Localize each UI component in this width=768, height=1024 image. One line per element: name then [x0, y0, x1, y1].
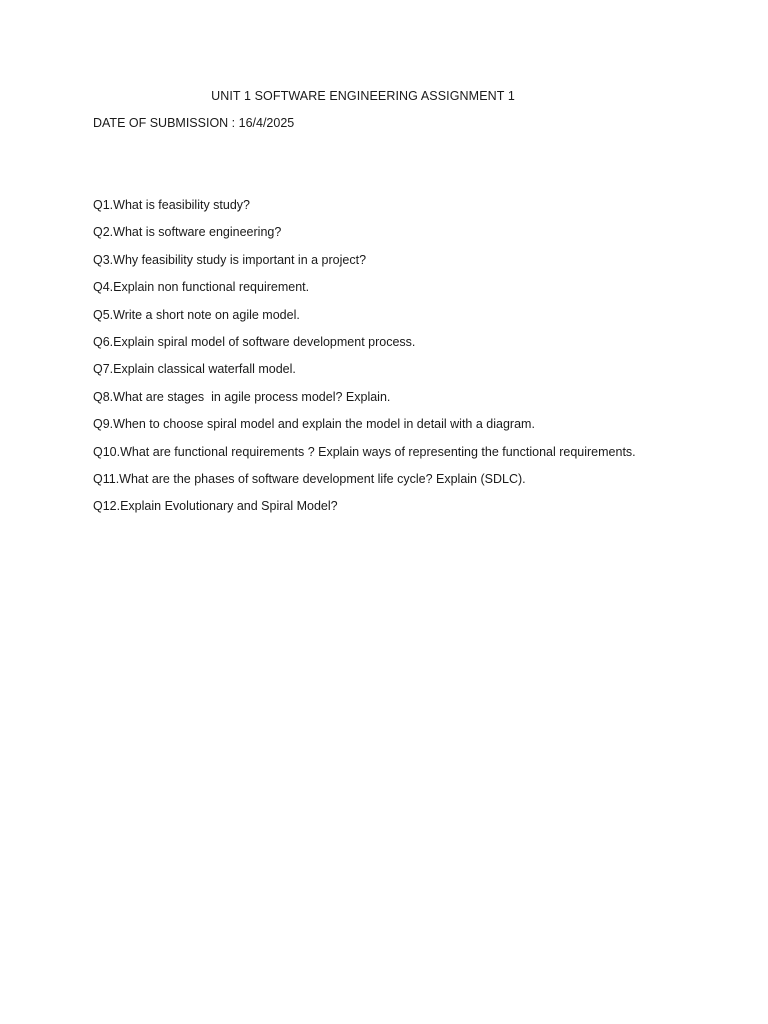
- submission-date: DATE OF SUBMISSION : 16/4/2025: [93, 116, 295, 130]
- question-item: Q6.Explain spiral model of software development process.: [93, 334, 416, 349]
- document-title: UNIT 1 SOFTWARE ENGINEERING ASSIGNMENT 1: [211, 89, 515, 103]
- question-item: Q5.Write a short note on agile model.: [93, 307, 300, 322]
- question-item: Q8.What are stages in agile process model? Explain.: [93, 389, 391, 404]
- question-item: Q10.What are functional requirements ? Explain ways of representing the functional requirements.: [93, 444, 636, 459]
- question-item: Q11.What are the phases of software development life cycle? Explain (SDLC).: [93, 471, 526, 486]
- question-item: Q12.Explain Evolutionary and Spiral Model?: [93, 499, 338, 514]
- question-item: Q7.Explain classical waterfall model.: [93, 362, 296, 377]
- question-item: Q9.When to choose spiral model and explain the model in detail with a diagram.: [93, 417, 535, 432]
- question-item: Q2.What is software engineering?: [93, 225, 282, 240]
- question-item: Q4.Explain non functional requirement.: [93, 280, 310, 295]
- question-list: [93, 196, 733, 525]
- question-item: Q1.What is feasibility study?: [93, 198, 251, 212]
- question-item: Q3.Why feasibility study is important in a project?: [93, 252, 367, 267]
